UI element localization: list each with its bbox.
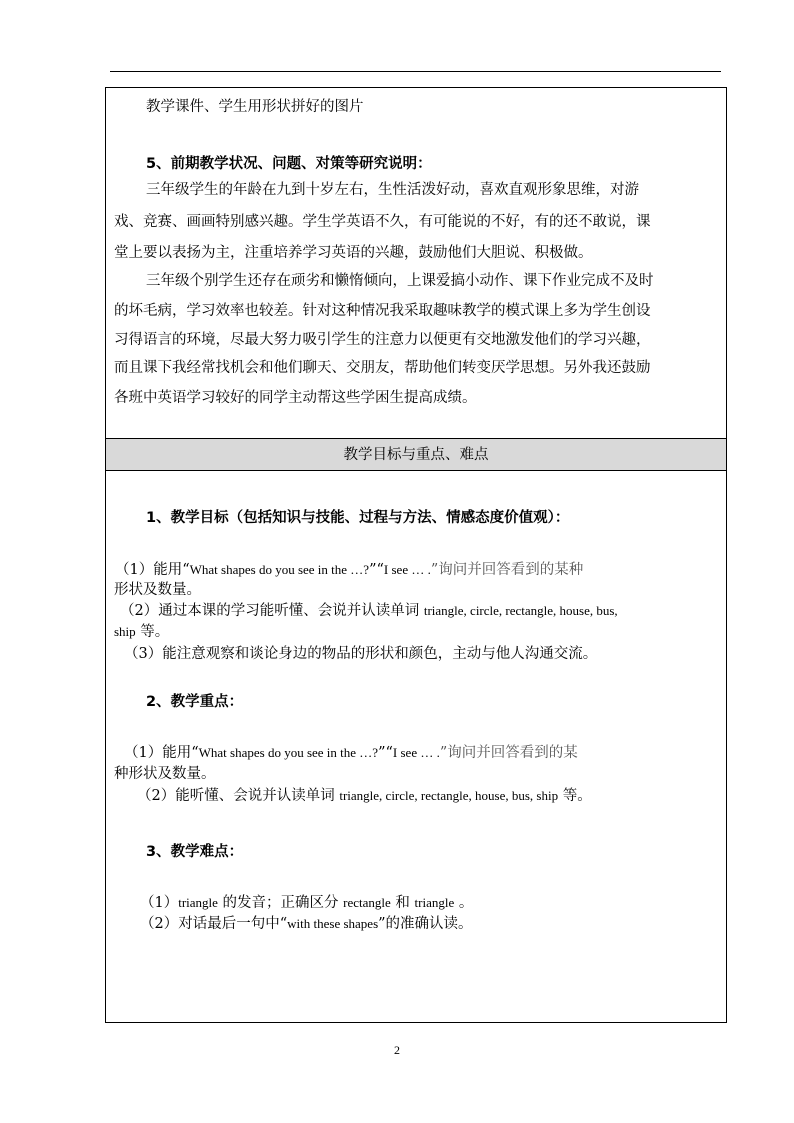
section-heading-situation: 5、前期教学状况、问题、对策等研究说明： bbox=[146, 156, 432, 172]
difficulties-heading: 3、教学难点： bbox=[146, 844, 244, 860]
header-rule bbox=[110, 71, 721, 72]
objective-item-1: （1）能用“What shapes do you see in the …?”“I see … .”询问并回答看到的某种 bbox=[115, 562, 584, 578]
page-number: 2 bbox=[394, 1043, 400, 1057]
key-points-heading: 2、教学重点： bbox=[146, 694, 244, 710]
objectives-heading: 1、教学目标（包括知识与技能、过程与方法、情感态度价值观）： bbox=[146, 510, 570, 526]
paragraph-line: 各班中英语学习较好的同学主动帮这些学困生提高成绩。 bbox=[114, 390, 477, 406]
objective-item-2: （2）通过本课的学习能听懂、会说并认读单词 triangle, circle, rectangle, house, bus, bbox=[120, 603, 618, 619]
paragraph-line: 的坏毛病，学习效率也较差。针对这种情况我采取趣味教学的模式课上多为学生创设 bbox=[114, 303, 651, 319]
objective-item-3: （3）能注意观察和谈论身边的物品的形状和颜色，主动与他人沟通交流。 bbox=[124, 646, 598, 662]
paragraph-line: 戏、竞赛、画画特别感兴趣。学生学英语不久，有可能说的不好，有的还不敢说，课 bbox=[114, 214, 651, 230]
section-box-objectives bbox=[105, 470, 727, 1023]
difficulty-item-1: （1）triangle 的发音；正确区分 rectangle 和 triangle 。 bbox=[140, 895, 474, 911]
objective-item-2-cont: ship 等。 bbox=[114, 624, 170, 640]
key-point-item-2: （2）能听懂、会说并认读单词 triangle, circle, rectangle, house, bus, ship 等。 bbox=[137, 788, 592, 804]
paragraph-line: 三年级个别学生还存在顽劣和懒惰倾向，上课爱搞小动作、课下作业完成不及时 bbox=[146, 273, 654, 289]
objective-item-1-cont: 形状及数量。 bbox=[114, 582, 201, 598]
section-band bbox=[105, 438, 727, 471]
paragraph-line: 三年级学生的年龄在九到十岁左右，生性活泼好动，喜欢直观形象思维，对游 bbox=[146, 182, 639, 198]
key-point-item-1: （1）能用“What shapes do you see in the …?”“I see … .”询问并回答看到的某 bbox=[124, 745, 578, 761]
materials-text: 教学课件、学生用形状拼好的图片 bbox=[146, 99, 364, 115]
band-title: 教学目标与重点、难点 bbox=[343, 447, 489, 463]
key-point-item-1-cont: 种形状及数量。 bbox=[114, 766, 216, 782]
paragraph-line: 习得语言的环境，尽最大努力吸引学生的注意力以便更有交地激发他们的学习兴趣， bbox=[114, 332, 651, 348]
paragraph-line: 而且课下我经常找机会和他们聊天、交朋友，帮助他们转变厌学思想。另外我还鼓励 bbox=[114, 360, 651, 376]
section-box-preparation bbox=[105, 87, 727, 439]
paragraph-line: 堂上要以表扬为主，注重培养学习英语的兴趣，鼓励他们大胆说、积极做。 bbox=[114, 245, 593, 261]
difficulty-item-2: （2）对话最后一句中“with these shapes”的准确认读。 bbox=[140, 916, 473, 932]
